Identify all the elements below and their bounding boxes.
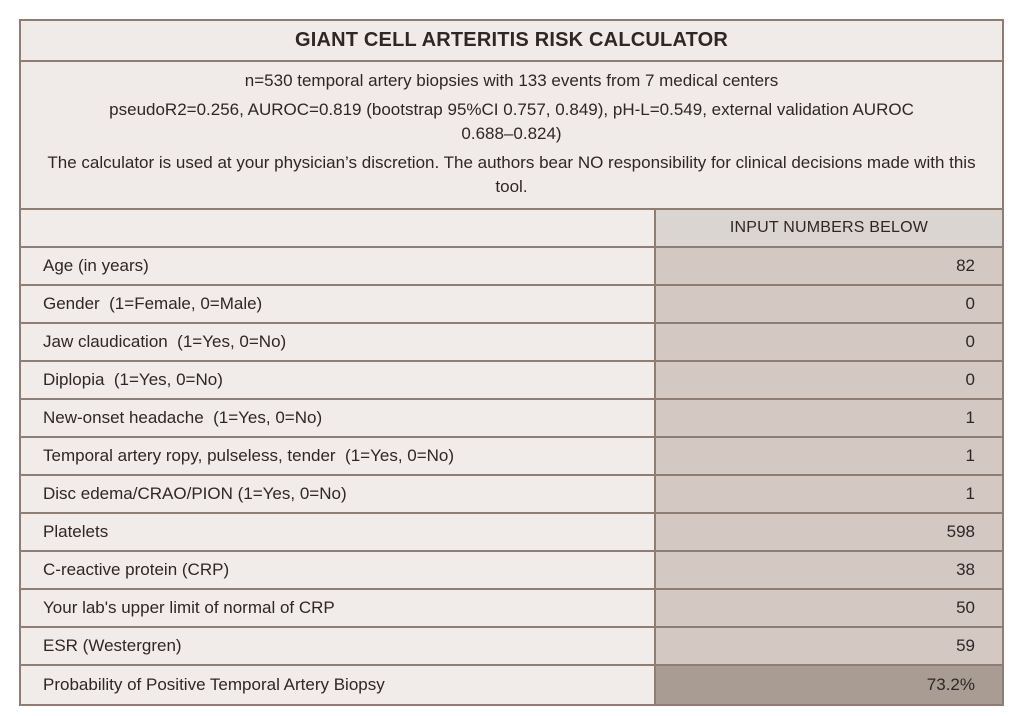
row-value-input[interactable]: 50 <box>654 590 1002 626</box>
row-value-input[interactable]: 1 <box>654 400 1002 436</box>
row-label: Platelets <box>21 514 654 550</box>
gca-risk-calculator-panel <box>19 19 1004 706</box>
row-value-input[interactable]: 0 <box>654 286 1002 322</box>
row-platelets <box>21 514 1002 552</box>
row-label: Gender (1=Female, 0=Male) <box>21 286 654 322</box>
row-diplopia <box>21 362 1002 400</box>
input-column-header: INPUT NUMBERS BELOW <box>654 210 1002 246</box>
row-label: ESR (Westergren) <box>21 628 654 664</box>
row-label: C-reactive protein (CRP) <box>21 552 654 588</box>
row-value-input[interactable]: 59 <box>654 628 1002 664</box>
cohort-note: n=530 temporal artery biopsies with 133 events from 7 medical centers <box>244 71 779 90</box>
table-header-row <box>21 210 1002 248</box>
result-label: Probability of Positive Temporal Artery Biopsy <box>21 666 654 704</box>
row-label: Jaw claudication (1=Yes, 0=No) <box>21 324 654 360</box>
model-statistics-note: pseudoR2=0.256, AUROC=0.819 (bootstrap 95%CI 0.757, 0.849), pH-L=0.549, external validation AUROC 0.688–0.824) <box>109 100 919 143</box>
row-label: Temporal artery ropy, pulseless, tender (1=Yes, 0=No) <box>21 438 654 474</box>
row-label: Your lab's upper limit of normal of CRP <box>21 590 654 626</box>
result-value: 73.2% <box>654 666 1002 704</box>
row-jaw-claudication <box>21 324 1002 362</box>
row-crp <box>21 552 1002 590</box>
row-esr <box>21 628 1002 666</box>
row-probability-result <box>21 666 1002 704</box>
row-label: Diplopia (1=Yes, 0=No) <box>21 362 654 398</box>
row-value-input[interactable]: 82 <box>654 248 1002 284</box>
disclaimer-note: The calculator is used at your physician’s discretion. The authors bear NO responsibility for clinical decisions made with this tool. <box>47 153 981 196</box>
row-label: Age (in years) <box>21 248 654 284</box>
info-section <box>21 62 1002 210</box>
row-label: Disc edema/CRAO/PION (1=Yes, 0=No) <box>21 476 654 512</box>
row-age <box>21 248 1002 286</box>
row-label: New-onset headache (1=Yes, 0=No) <box>21 400 654 436</box>
calculator-title: GIANT CELL ARTERITIS RISK CALCULATOR <box>21 21 1002 62</box>
row-value-input[interactable]: 1 <box>654 438 1002 474</box>
row-value-input[interactable]: 0 <box>654 362 1002 398</box>
header-empty-cell <box>21 210 654 246</box>
row-value-input[interactable]: 38 <box>654 552 1002 588</box>
row-disc-edema <box>21 476 1002 514</box>
row-gender <box>21 286 1002 324</box>
row-crp-upper-limit <box>21 590 1002 628</box>
row-value-input[interactable]: 598 <box>654 514 1002 550</box>
row-value-input[interactable]: 1 <box>654 476 1002 512</box>
row-temporal-artery-exam <box>21 438 1002 476</box>
row-value-input[interactable]: 0 <box>654 324 1002 360</box>
row-new-onset-headache <box>21 400 1002 438</box>
